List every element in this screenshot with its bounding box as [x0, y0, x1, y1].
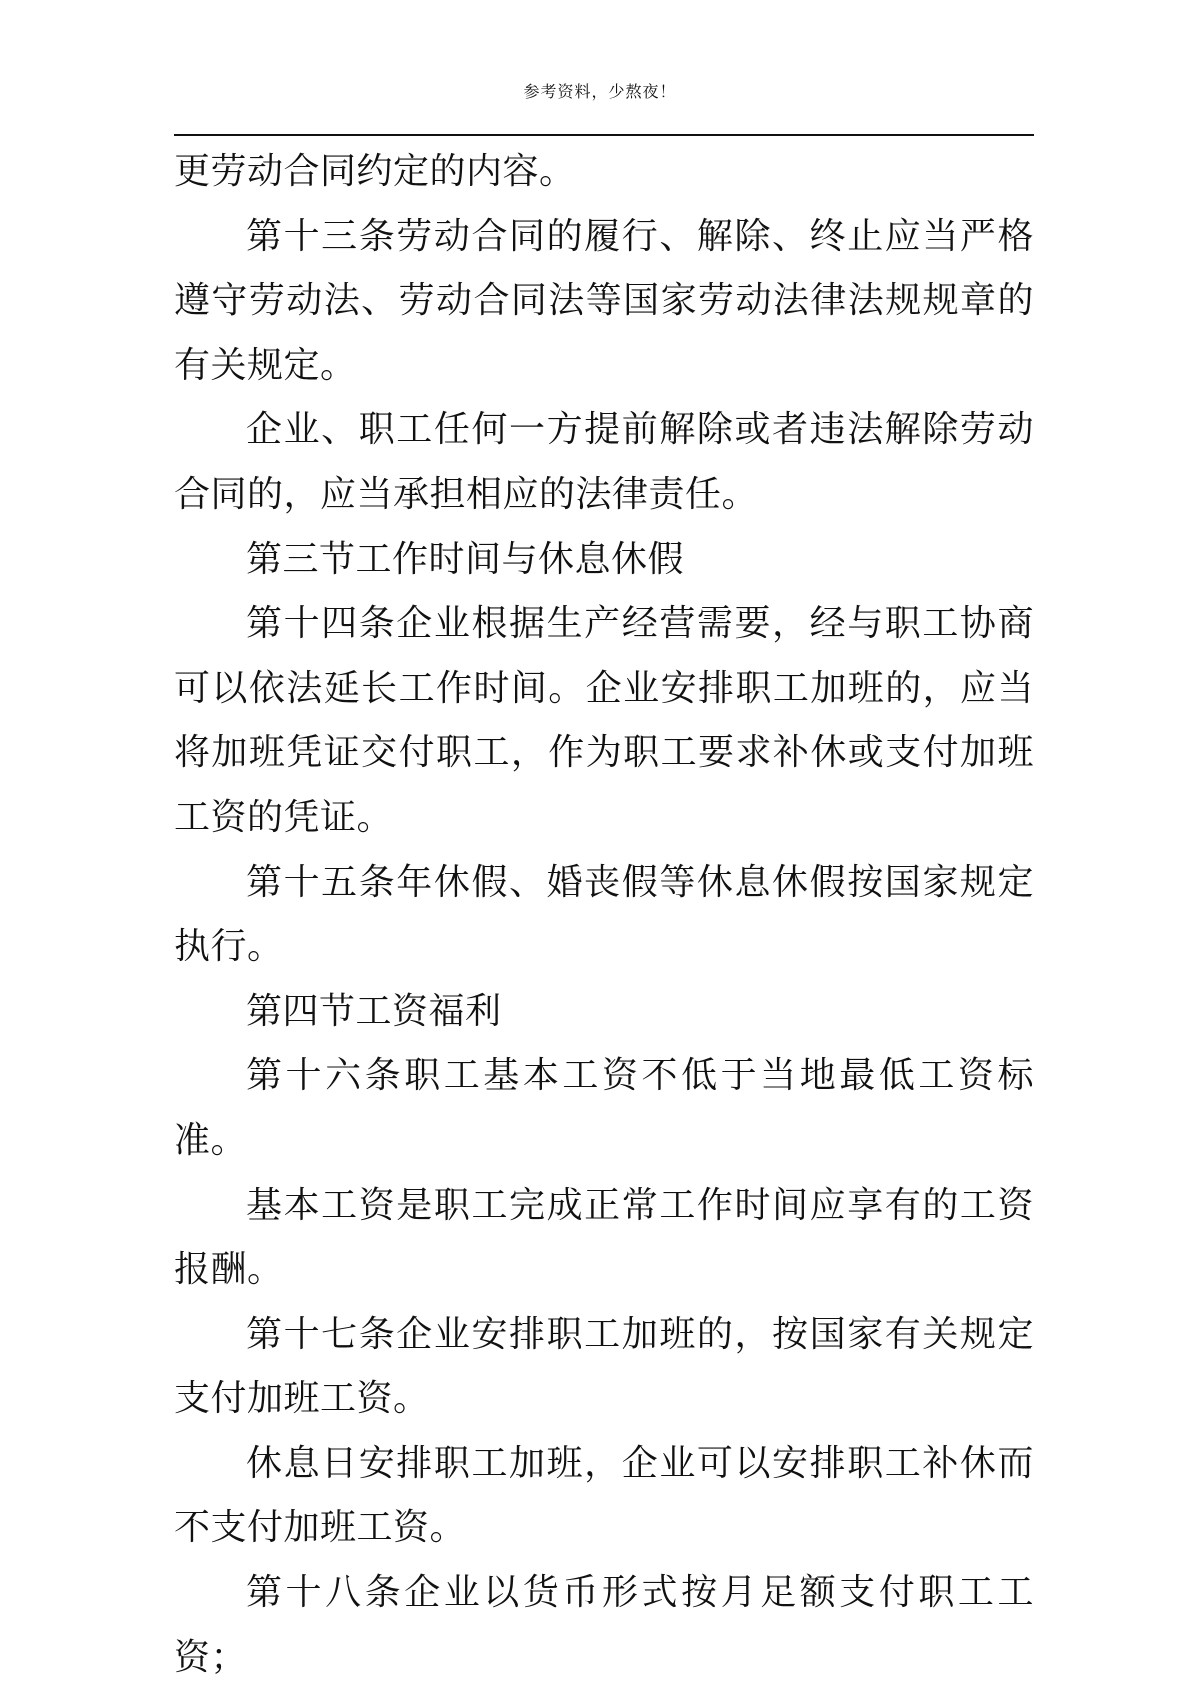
document-body: [174, 140, 1034, 1690]
page-header: 参考资料，少熬夜！: [523, 82, 677, 101]
paragraph: 第十五条年休假、婚丧假等休息休假按国家规定执行。: [174, 861, 1034, 968]
paragraph: 第十六条职工基本工资不低于当地最低工资标准。: [174, 1055, 1034, 1161]
paragraph: 更劳动合同约定的内容。: [174, 151, 576, 192]
paragraph: 休息日安排职工加班，企业可以安排职工补休而不支付加班工资。: [174, 1442, 1034, 1549]
paragraph: 企业、职工任何一方提前解除或者违法解除劳动合同的，应当承担相应的法律责任。: [174, 409, 1034, 515]
paragraph: 第十八条企业以货币形式按月足额支付职工工资；: [174, 1572, 1034, 1678]
section-heading: 第四节工资福利: [246, 990, 502, 1032]
section-heading: 第三节工作时间与休息休假: [246, 538, 685, 580]
paragraph: 第十七条企业安排职工加班的，按国家有关规定支付加班工资。: [174, 1313, 1034, 1420]
paragraph: 第十三条劳动合同的履行、解除、终止应当严格遵守劳动法、劳动合同法等国家劳动法律法规规章的有关规定。: [174, 215, 1034, 386]
paragraph: 第十四条企业根据生产经营需要，经与职工协商可以依法延长工作时间。企业安排职工加班的，应当将加班凭证交付职工，作为职工要求补休或支付加班工资的凭证。: [174, 603, 1034, 838]
paragraph: 基本工资是职工完成正常工作时间应享有的工资报酬。: [174, 1184, 1034, 1291]
header-divider: [174, 134, 1034, 136]
